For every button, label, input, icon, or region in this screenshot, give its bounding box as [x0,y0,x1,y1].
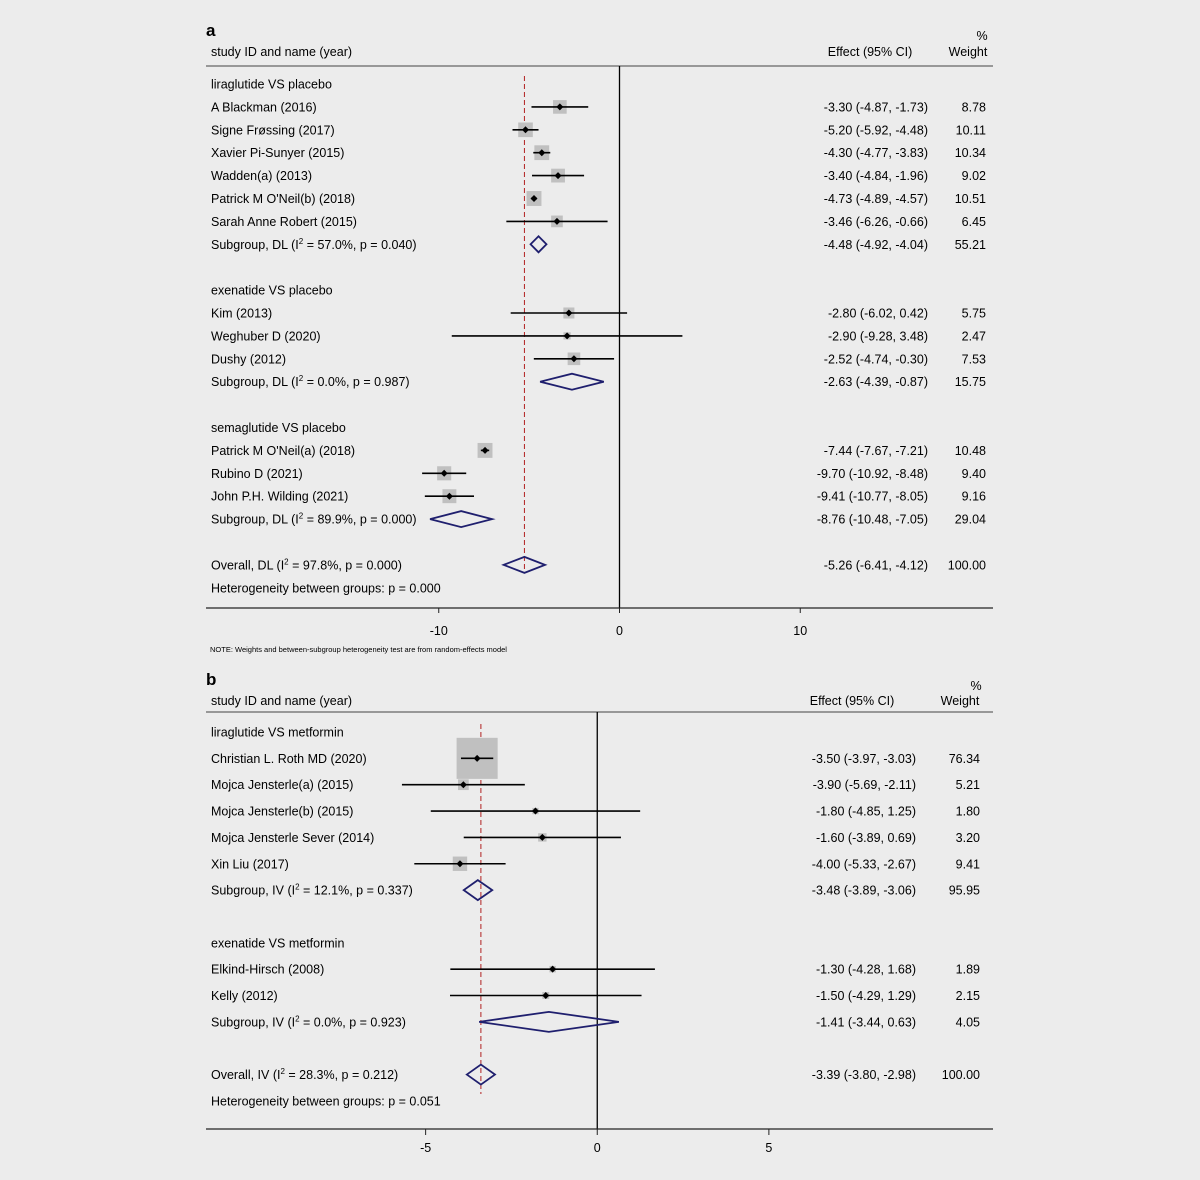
study-label: Christian L. Roth MD (2020) [211,751,367,766]
study-label: Kelly (2012) [211,989,278,1003]
study-label: Dushy (2012) [211,352,287,367]
label-main: Overall, IV (I [211,1068,281,1083]
effect-ci-value: -4.00 (-5.33, -2.67) [811,857,916,872]
label-superscript: 2 [280,1067,285,1077]
effect-ci-value: -5.20 (-5.92, -4.48) [823,123,928,138]
weight-value: 10.34 [954,146,986,161]
weight-value: 8.78 [961,100,986,115]
overall-label [211,557,402,572]
effect-ci-value: -4.73 (-4.89, -4.57) [823,192,928,206]
effect-ci-value: -8.76 (-10.48, -7.05) [816,512,928,527]
study-label: Sarah Anne Robert (2015) [211,214,357,229]
subgroup-diamond [464,880,492,900]
study-label: Signe Frøssing (2017) [211,123,335,138]
weight-value: 10.48 [954,443,986,458]
weight-value: 100.00 [941,1068,980,1083]
effect-ci-value: -1.41 (-3.44, 0.63) [815,1015,916,1030]
weight-value: 100.00 [947,558,986,573]
weight-value: 4.05 [955,1015,980,1030]
label-rest: = 57.0%, p = 0.040) [303,237,417,252]
effect-ci-value: -3.46 (-6.26, -0.66) [823,214,928,229]
effect-ci-value: -4.48 (-4.92, -4.04) [823,237,928,252]
study-column-header: study ID and name (year) [211,45,353,59]
effect-ci-value: -7.44 (-7.67, -7.21) [823,443,928,458]
label-main: Subgroup, DL (I [211,237,299,252]
panel-label: b [206,670,217,689]
effect-ci-value: -9.41 (-10.77, -8.05) [816,489,928,504]
weight-value: 1.89 [955,962,980,977]
weight-value: 6.45 [961,214,986,229]
study-label: Patrick M O'Neil(b) (2018) [211,192,356,206]
study-column-header: study ID and name (year) [211,694,353,708]
subgroup-heading: exenatide VS placebo [211,283,333,298]
subgroup-label [211,1014,406,1029]
subgroup-diamond [531,236,547,252]
effect-ci-value: -2.80 (-6.02, 0.42) [827,306,928,321]
subgroup-heading: liraglutide VS metformin [211,725,344,740]
weight-value: 15.75 [954,375,986,390]
overall-label [211,1067,398,1082]
overall-diamond [467,1065,495,1085]
label-superscript: 2 [295,1014,300,1024]
label-main: Subgroup, IV (I [211,1015,296,1030]
weight-value: 55.21 [954,237,986,252]
subgroup-diamond [430,511,492,527]
label-main: Subgroup, DL (I [211,375,299,390]
effect-ci-value: -3.90 (-5.69, -2.11) [812,778,916,793]
effect-column-header: Effect (95% CI) [827,45,913,59]
x-axis-tick-label: -10 [429,624,448,638]
study-label: Wadden(a) (2013) [211,169,312,184]
weight-value: 3.20 [955,830,980,845]
weight-value: 9.16 [961,489,986,504]
study-label: Mojca Jensterle Sever (2014) [211,830,375,845]
study-label: John P.H. Wilding (2021) [211,489,349,504]
panel-label: a [206,21,216,40]
weight-value: 5.21 [955,778,980,793]
label-superscript: 2 [284,557,289,567]
weight-value: 10.11 [955,123,986,138]
x-axis-tick-label: -5 [420,1141,432,1155]
weight-value: 76.34 [948,751,980,766]
label-main: Subgroup, IV (I [211,883,296,898]
subgroup-label [211,237,417,252]
study-label: Patrick M O'Neil(a) (2018) [211,443,356,458]
label-main: Subgroup, DL (I [211,512,299,527]
subgroup-heading: exenatide VS metformin [211,936,345,951]
effect-ci-value: -2.90 (-9.28, 3.48) [827,329,928,344]
label-rest: = 28.3%, p = 0.212) [284,1068,399,1083]
forest-panel-b [206,670,993,1155]
effect-ci-value: -3.30 (-4.87, -1.73) [823,100,928,115]
weight-column-header: Weight [940,694,980,708]
effect-ci-value: -3.48 (-3.89, -3.06) [811,883,916,898]
subgroup-diamond [479,1012,619,1032]
x-axis-tick-label: 0 [593,1141,601,1155]
weight-value: 7.53 [961,352,986,367]
x-axis-tick-label: 10 [793,624,808,638]
weight-value: 95.95 [948,883,980,898]
effect-ci-value: -3.50 (-3.97, -3.03) [811,751,916,766]
label-rest: = 97.8%, p = 0.000) [288,558,402,573]
effect-ci-value: -2.52 (-4.74, -0.30) [823,352,928,367]
effect-ci-value: -2.63 (-4.39, -0.87) [823,375,928,390]
study-label: Elkind-Hirsch (2008) [211,962,325,977]
subgroup-label [211,512,417,527]
effect-ci-value: -5.26 (-6.41, -4.12) [823,558,928,573]
label-superscript: 2 [298,374,304,384]
effect-ci-value: -9.70 (-10.92, -8.48) [816,466,928,481]
subgroup-heading: semaglutide VS placebo [211,421,346,435]
study-label: Xavier Pi-Sunyer (2015) [211,146,345,161]
label-rest: = 12.1%, p = 0.337) [299,883,413,898]
effect-ci-value: -1.60 (-3.89, 0.69) [815,830,916,845]
subgroup-heading: liraglutide VS placebo [211,77,332,92]
weight-value: 10.51 [954,192,986,206]
effect-ci-value: -3.39 (-3.80, -2.98) [811,1068,916,1083]
label-rest: = 0.0%, p = 0.923) [299,1015,406,1030]
subgroup-label [211,883,413,898]
study-label: A Blackman (2016) [211,100,317,115]
weight-value: 2.47 [961,329,986,344]
subgroup-diamond [540,374,604,390]
effect-ci-value: -1.50 (-4.29, 1.29) [815,989,916,1003]
weight-percent-header: % [976,29,988,43]
label-superscript: 2 [295,882,300,892]
label-main: Overall, DL (I [211,558,285,573]
weight-value: 29.04 [954,512,986,527]
weight-percent-header: % [970,679,982,693]
footnote: NOTE: Weights and between-subgroup heterogeneity test are from random-effects model [210,645,507,654]
study-label: Mojca Jensterle(b) (2015) [211,804,354,819]
study-label: Kim (2013) [211,306,273,321]
weight-value: 9.40 [961,466,986,481]
weight-value: 9.02 [961,169,986,184]
weight-column-header: Weight [948,45,988,59]
heterogeneity-between-groups: Heterogeneity between groups: p = 0.051 [211,1094,441,1109]
weight-value: 2.15 [955,989,980,1003]
effect-ci-value: -1.30 (-4.28, 1.68) [815,962,916,977]
effect-ci-value: -1.80 (-4.85, 1.25) [815,804,916,819]
label-superscript: 2 [298,511,304,521]
effect-ci-value: -3.40 (-4.84, -1.96) [823,169,928,184]
label-rest: = 0.0%, p = 0.987) [303,375,410,390]
label-rest: = 89.9%, p = 0.000) [303,512,417,527]
label-superscript: 2 [298,236,304,246]
study-label: Mojca Jensterle(a) (2015) [211,778,354,793]
study-label: Rubino D (2021) [211,466,303,481]
heterogeneity-between-groups: Heterogeneity between groups: p = 0.000 [211,581,441,596]
forest-panel-a [206,21,993,654]
effect-column-header: Effect (95% CI) [809,694,895,708]
x-axis-tick-label: 5 [765,1141,773,1155]
weight-value: 5.75 [961,306,986,321]
study-label: Weghuber D (2020) [211,329,321,344]
subgroup-label [211,374,410,389]
weight-value: 9.41 [955,857,980,872]
x-axis-tick-label: 0 [616,624,623,638]
study-label: Xin Liu (2017) [211,857,289,872]
weight-value: 1.80 [955,804,980,819]
effect-ci-value: -4.30 (-4.77, -3.83) [823,146,928,161]
